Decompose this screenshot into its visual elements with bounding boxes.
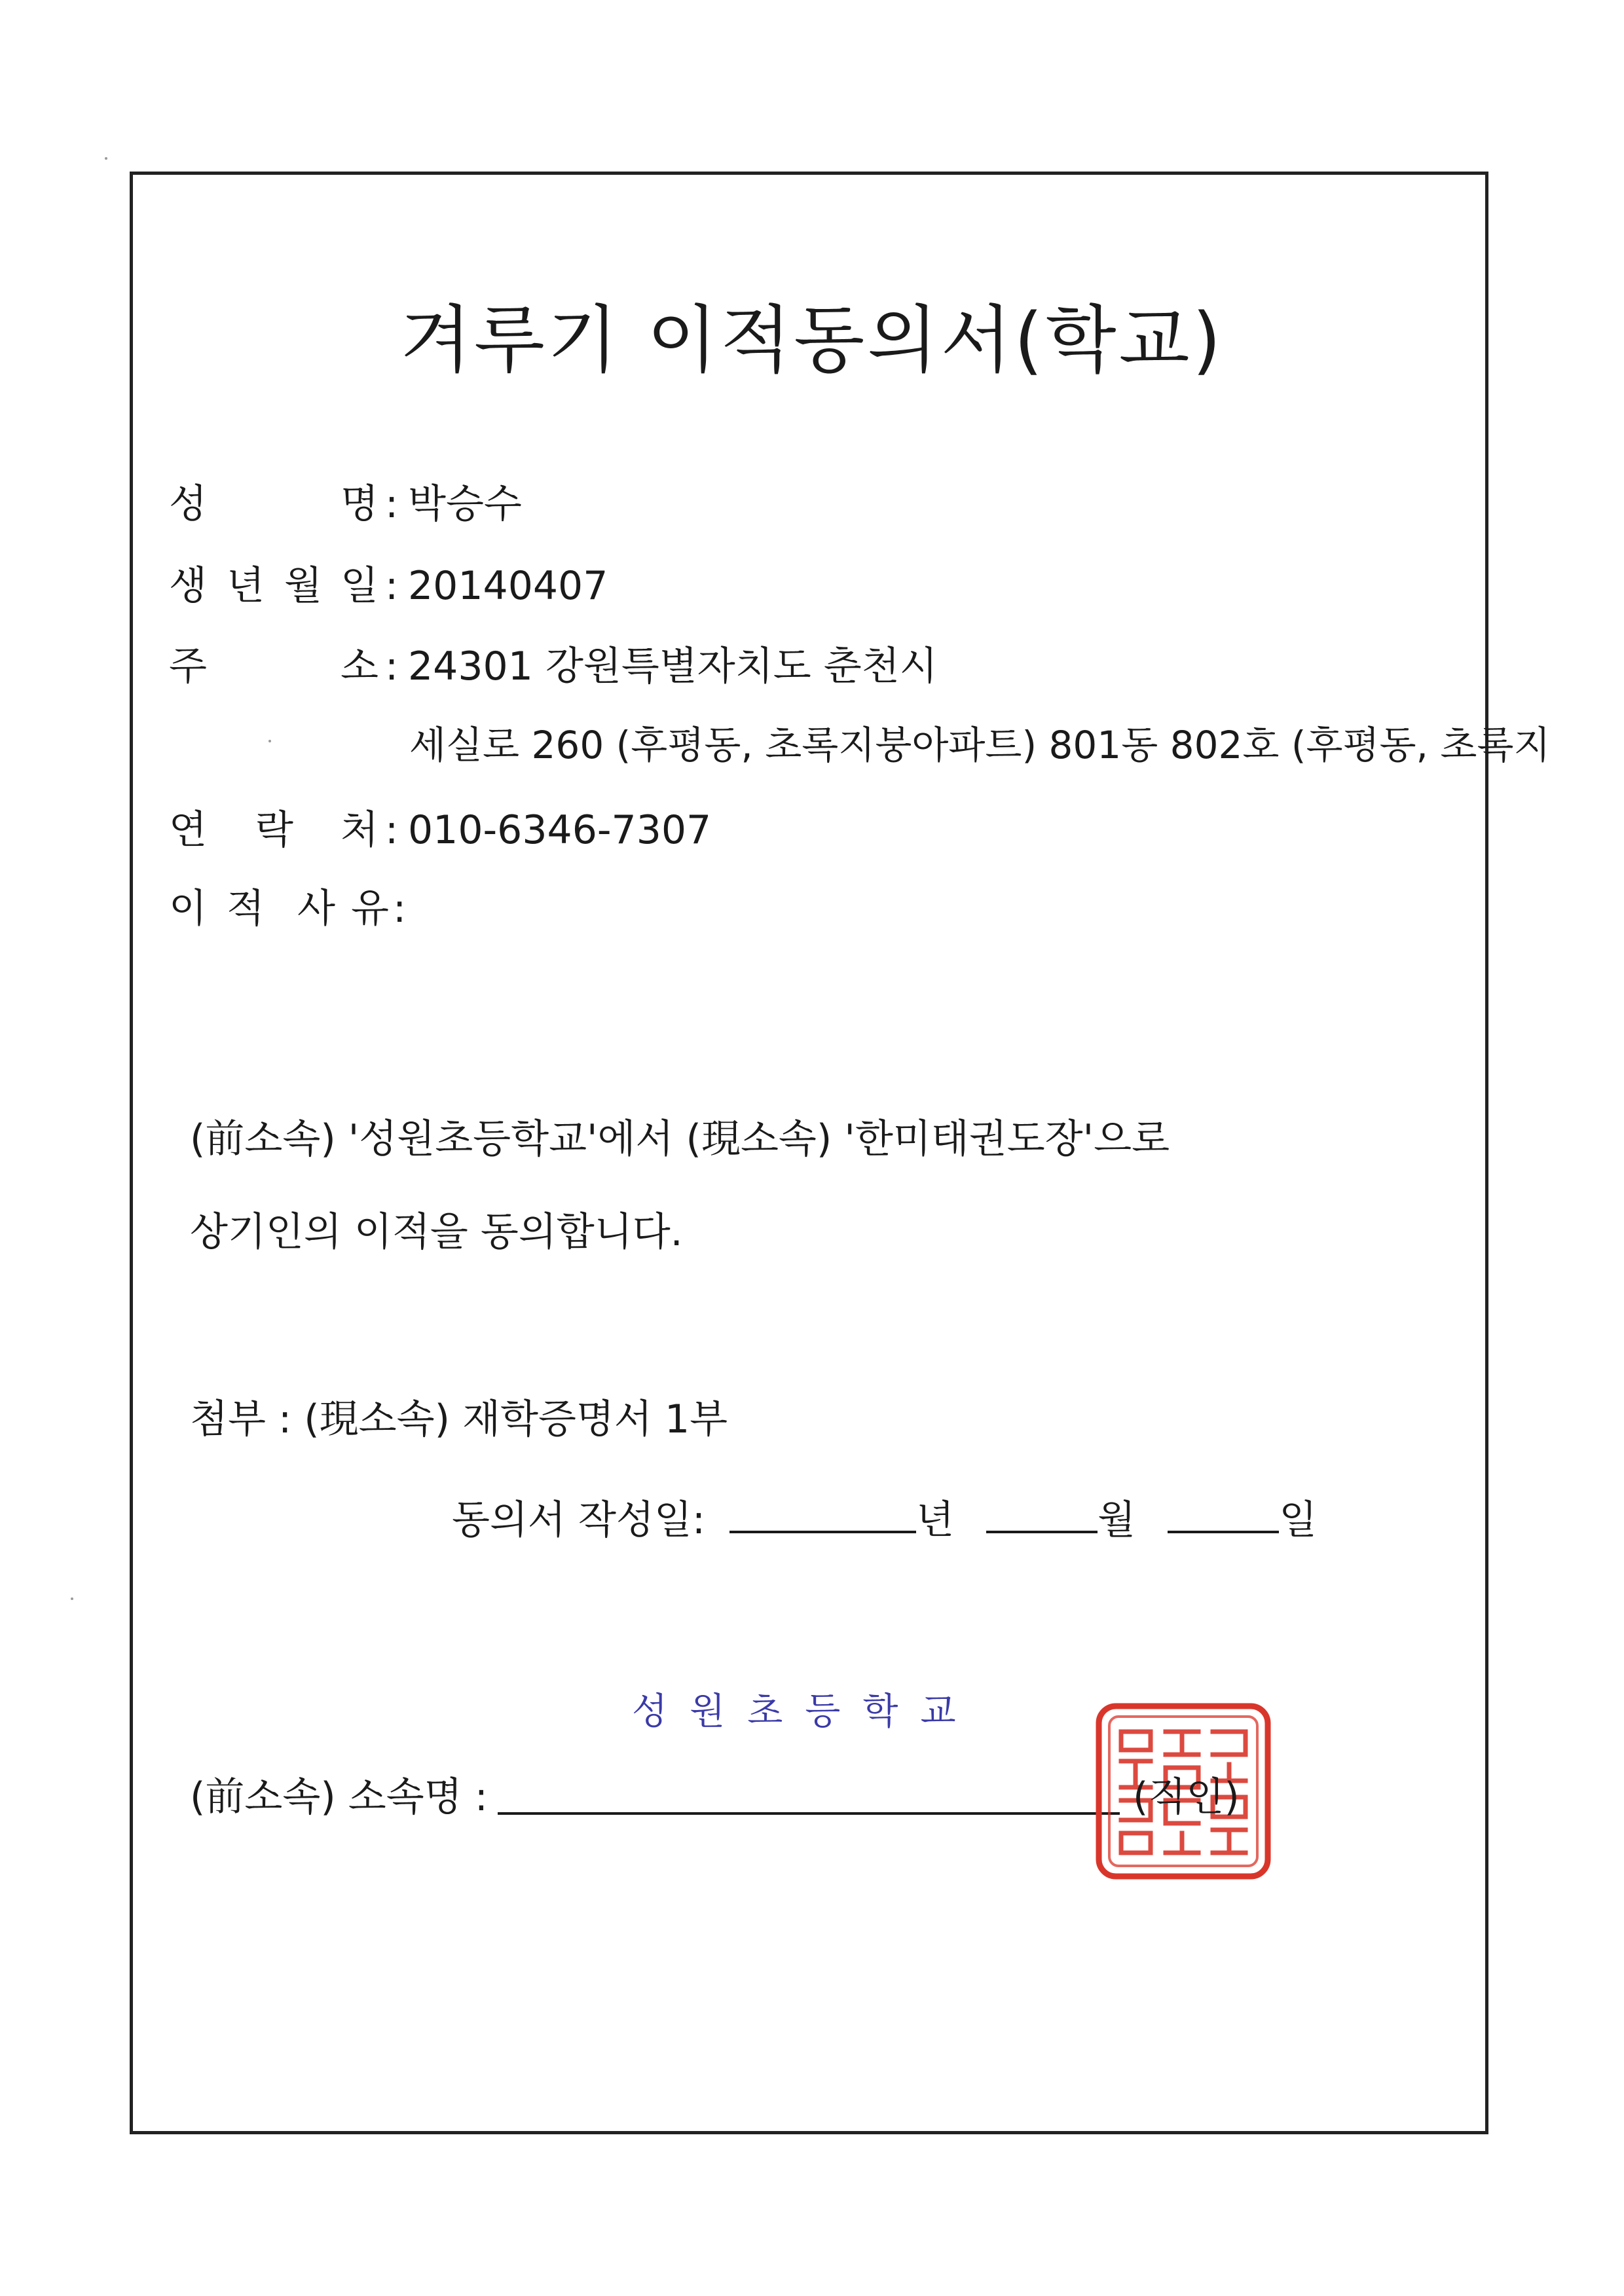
name-colon: : [385, 481, 399, 527]
consent-line-2: 상기인의 이적을 동의합니다. [190, 1209, 683, 1255]
address-value: 24301 강원특별자치도 춘천시 [408, 644, 938, 689]
name-label-char: 명 [341, 481, 378, 527]
reason-label-char: 적 [227, 886, 265, 932]
reason-label [169, 883, 407, 935]
month-unit: 월 [1098, 1497, 1136, 1543]
birth-label [169, 560, 399, 612]
address-label-char: 소 [341, 644, 378, 689]
consent-line-1: (前소속) '성원초등학교'에서 (現소속) '한미태권도장'으로 [190, 1116, 1170, 1162]
scan-speck [71, 1597, 73, 1600]
name-label [169, 478, 399, 530]
address-colon: : [385, 644, 399, 689]
address-label [169, 640, 399, 693]
reason-label-char: 이 [169, 886, 207, 932]
name-value: 박승수 [408, 481, 522, 527]
document-title: 겨루기 이적동의서(학교) [400, 298, 1224, 383]
birth-label-char: 일 [341, 563, 378, 609]
date-label: 동의서 작성일: [452, 1497, 706, 1543]
affiliation-label: (前소속) 소속명 : [190, 1774, 488, 1820]
contact-label [169, 804, 399, 856]
day-blank [1168, 1491, 1279, 1533]
affiliation-blank [498, 1812, 1120, 1815]
name-label-char: 성 [169, 481, 207, 527]
address-label-char: 주 [169, 644, 207, 689]
address-value-line2: 세실로 260 (후평동, 초록지붕아파트) 801동 802호 (후평동, 초록지 [409, 723, 1551, 767]
birth-label-char: 생 [169, 563, 207, 609]
attachment-line: 첨부 : (現소속) 재학증명서 1부 [190, 1396, 728, 1442]
scan-speck [105, 157, 107, 160]
contact-colon: : [385, 807, 399, 853]
day-unit: 일 [1279, 1497, 1318, 1543]
reason-label-char: 사 [297, 886, 335, 932]
reason-colon: : [393, 886, 407, 932]
reason-label-char: 유 [351, 886, 389, 932]
birth-colon: : [385, 563, 399, 609]
contact-value: 010-6346-7307 [408, 807, 712, 853]
school-name-stamp: 성원초등학교 [632, 1690, 978, 1733]
month-blank [986, 1491, 1098, 1533]
contact-label-char: 락 [255, 807, 293, 853]
year-unit: 년 [916, 1497, 955, 1543]
birth-label-char: 년 [227, 563, 265, 609]
year-blank [729, 1491, 916, 1533]
contact-label-char: 연 [169, 807, 207, 853]
birth-value: 20140407 [408, 563, 608, 609]
date-line [452, 1491, 1317, 1544]
birth-label-char: 월 [284, 563, 322, 609]
seal-mark: (직인) [1133, 1774, 1240, 1820]
contact-label-char: 처 [341, 807, 378, 853]
